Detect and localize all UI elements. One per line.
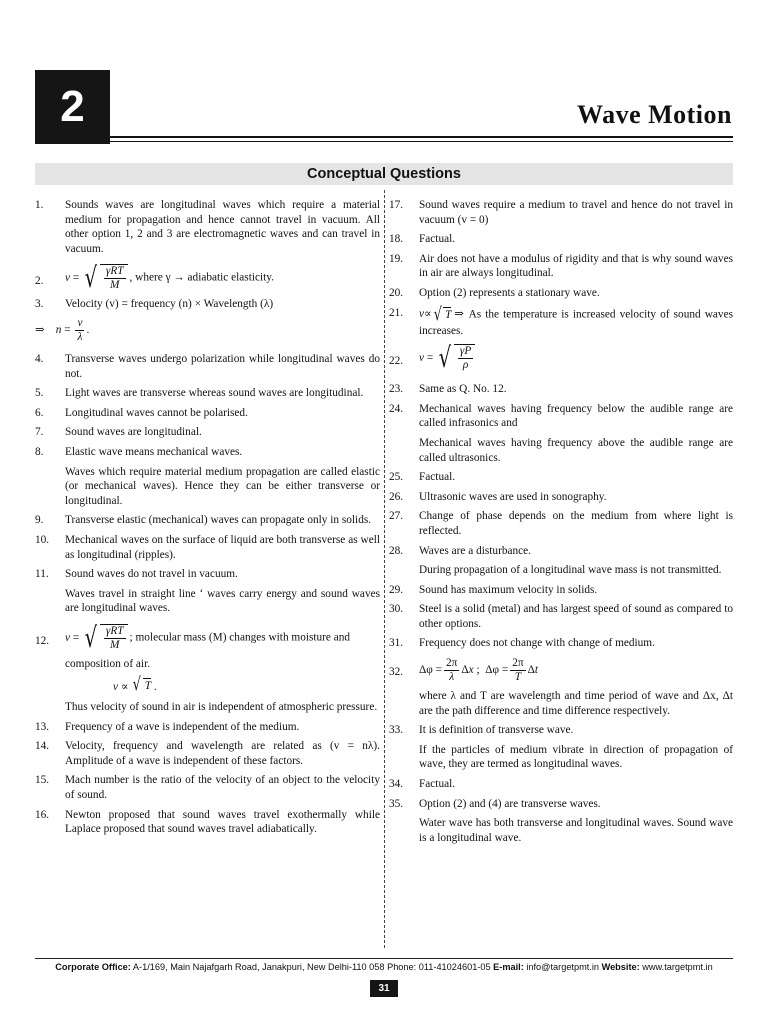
- answer-continuation: Mechanical waves having frequency above the audible range are called ultrasonics.: [419, 436, 733, 464]
- answer-item: 34. Factual.: [389, 778, 456, 791]
- section-title: Conceptual Questions: [35, 163, 733, 185]
- answer-item: 14. Velocity, frequency and wavelength are related as (v = nλ). Amplitude of a wave is independent of these factors.: [35, 740, 380, 767]
- answer-item: 24. Mechanical waves having frequency below the audible range are called infrasonics and: [389, 402, 733, 430]
- answer-item: 9. Transverse elastic (mechanical) waves can propagate only in solids.: [35, 514, 372, 527]
- answer-item: 18. Factual.: [389, 233, 456, 246]
- answer-item: 1. Sounds waves are longitudinal waves which require a material medium for propagation and hence cannot travel in vacuum. All other option 1, 2 and 3 are electromagnetic waves and can travel in vacuum.: [35, 199, 380, 255]
- answer-continuation: Waves travel in straight line ‘ waves carry energy and sound waves are longitudinal waves.: [65, 587, 380, 615]
- answer-item: 15. Mach number is the ratio of the velocity of an object to the velocity of sound.: [35, 774, 380, 802]
- title-rule-thin: [110, 141, 733, 142]
- footer-email[interactable]: info@targetpmt.in: [523, 962, 602, 972]
- answer-item: 22. v = √ $\frac{\gamma P}{\rho}$: [389, 344, 733, 372]
- answer-item: 2. v = √ $\frac{\text{γRT}}{M}$ , where γ → adiabatic elasticity.: [35, 261, 275, 295]
- footer-website[interactable]: www.targetpmt.in: [639, 962, 713, 972]
- answer-item: 28. Waves are a disturbance.: [389, 544, 532, 557]
- footer: Corporate Office: A-1/169, Main Najafgarh Road, Janakpuri, New Delhi-110 058 Phone: 011-41024601-05 E-mail: info@targetpmt.in Website: www.targetpmt.in: [55, 962, 713, 972]
- answer-item: 29. Sound has maximum velocity in solids.: [389, 583, 598, 596]
- footer-rule: [35, 958, 733, 959]
- formula-phase: Δφ = $\frac{2\pi}{\lambda}$ Δ x ; Δφ = $\frac{2\pi}{T}$ Δ t: [419, 657, 538, 684]
- answer-item: 27. Change of phase depends on the medium from where light is reflected.: [389, 510, 733, 537]
- left-column: [35, 198, 380, 842]
- page-number: 31: [370, 980, 398, 997]
- formula-temperature: v ∝ √ T ⇒: [419, 303, 467, 325]
- answer-item: 17. Sound waves require a medium to travel and hence do not travel in vacuum (v = 0): [389, 199, 733, 226]
- answer-continuation: If the particles of medium vibrate in direction of propagation of wave, they are termed as longitudinal waves.: [419, 743, 733, 771]
- answer-item: 25. Factual.: [389, 471, 456, 484]
- answer-item: 4. Transverse waves undergo polarization while longitudinal waves do not.: [35, 352, 380, 380]
- answer-item: 7. Sound waves are longitudinal.: [35, 426, 202, 439]
- answer-item: 31. Frequency does not change with change of medium.: [389, 637, 655, 650]
- title-rule: [110, 136, 733, 138]
- answer-item: 33. It is definition of transverse wave.: [389, 724, 574, 737]
- answer-item: 8. Elastic wave means mechanical waves.: [35, 445, 243, 458]
- answer-item: 35. Option (2) and (4) are transverse waves.: [389, 797, 601, 810]
- right-column: [389, 198, 733, 850]
- answer-item: 30. Steel is a solid (metal) and has largest speed of sound as compared to other options.: [389, 603, 733, 630]
- formula-sound-velocity: v = √ $\frac{\text{γRT}}{M}$: [65, 624, 128, 652]
- answer-item: 32. Δφ = $\frac{2\pi}{\lambda}$ Δ x ; Δφ = $\frac{2\pi}{T}$ Δ t: [389, 657, 538, 684]
- answer-continuation: Thus velocity of sound in air is independent of atmospheric pressure.: [65, 701, 378, 714]
- answer-item: 21. v ∝ √ T ⇒ As the temperature is increased velocity of sound waves increases.: [389, 303, 733, 337]
- answer-continuation: Waves which require material medium propagation are called elastic (or mechanical waves). Hence they can be either transverse or longitudinal.: [65, 465, 380, 507]
- answer-item: 3. Velocity (v) = frequency (n) × Wavelength (λ): [35, 298, 274, 311]
- answer-item: 19. Air does not have a modulus of rigidity and that is why sound waves in air are always longitudinal.: [389, 252, 733, 280]
- answer-item: 16. Newton proposed that sound waves travel exothermally while Laplace proposed that sound waves travel adiabatically.: [35, 808, 380, 836]
- column-divider: [384, 190, 385, 948]
- formula-velocity-pressure: v = √ $\frac{\gamma P}{\rho}$: [419, 344, 475, 372]
- answer-item: 5. Light waves are transverse whereas sound waves are longitudinal.: [35, 387, 364, 400]
- answer-item: 6. Longitudinal waves cannot be polarised.: [35, 406, 248, 419]
- answer-item: 12. v = √ $\frac{\text{γRT}}{M}$ ; molecular mass (M) changes with moisture and: [35, 620, 351, 654]
- answer-item: 20. Option (2) represents a stationary wave.: [389, 286, 600, 299]
- formula-sound-velocity: v = √ $\frac{\text{γRT}}{M}$: [65, 264, 128, 292]
- chapter-number: 2: [35, 70, 110, 144]
- answer-item: 10. Mechanical waves on the surface of liquid are both transverse as well as longitudinal (ripples).: [35, 533, 380, 561]
- answer-continuation: composition of air.: [65, 657, 151, 670]
- answer-item: 13. Frequency of a wave is independent of the medium.: [35, 720, 300, 733]
- answer-item: 23. Same as Q. No. 12.: [389, 383, 507, 396]
- chapter-title: Wave Motion: [577, 100, 732, 129]
- answer-continuation: Water wave has both transverse and longitudinal waves. Sound wave is a longitudinal wave.: [419, 817, 733, 844]
- answer-continuation: During propagation of a longitudinal wave mass is not transmitted.: [419, 564, 722, 577]
- formula-proportional: v ∝ √ T .: [113, 674, 157, 696]
- formula-frequency: ⇒ n = $\frac{v}{\lambda}$ .: [35, 316, 90, 343]
- answer-item: 11. Sound waves do not travel in vacuum.: [35, 568, 238, 581]
- answer-item: 26. Ultrasonic waves are used in sonography.: [389, 490, 607, 503]
- answer-continuation: where λ and T are wavelength and time period of wave and Δx, Δt are the path difference and time difference respectively.: [419, 690, 733, 717]
